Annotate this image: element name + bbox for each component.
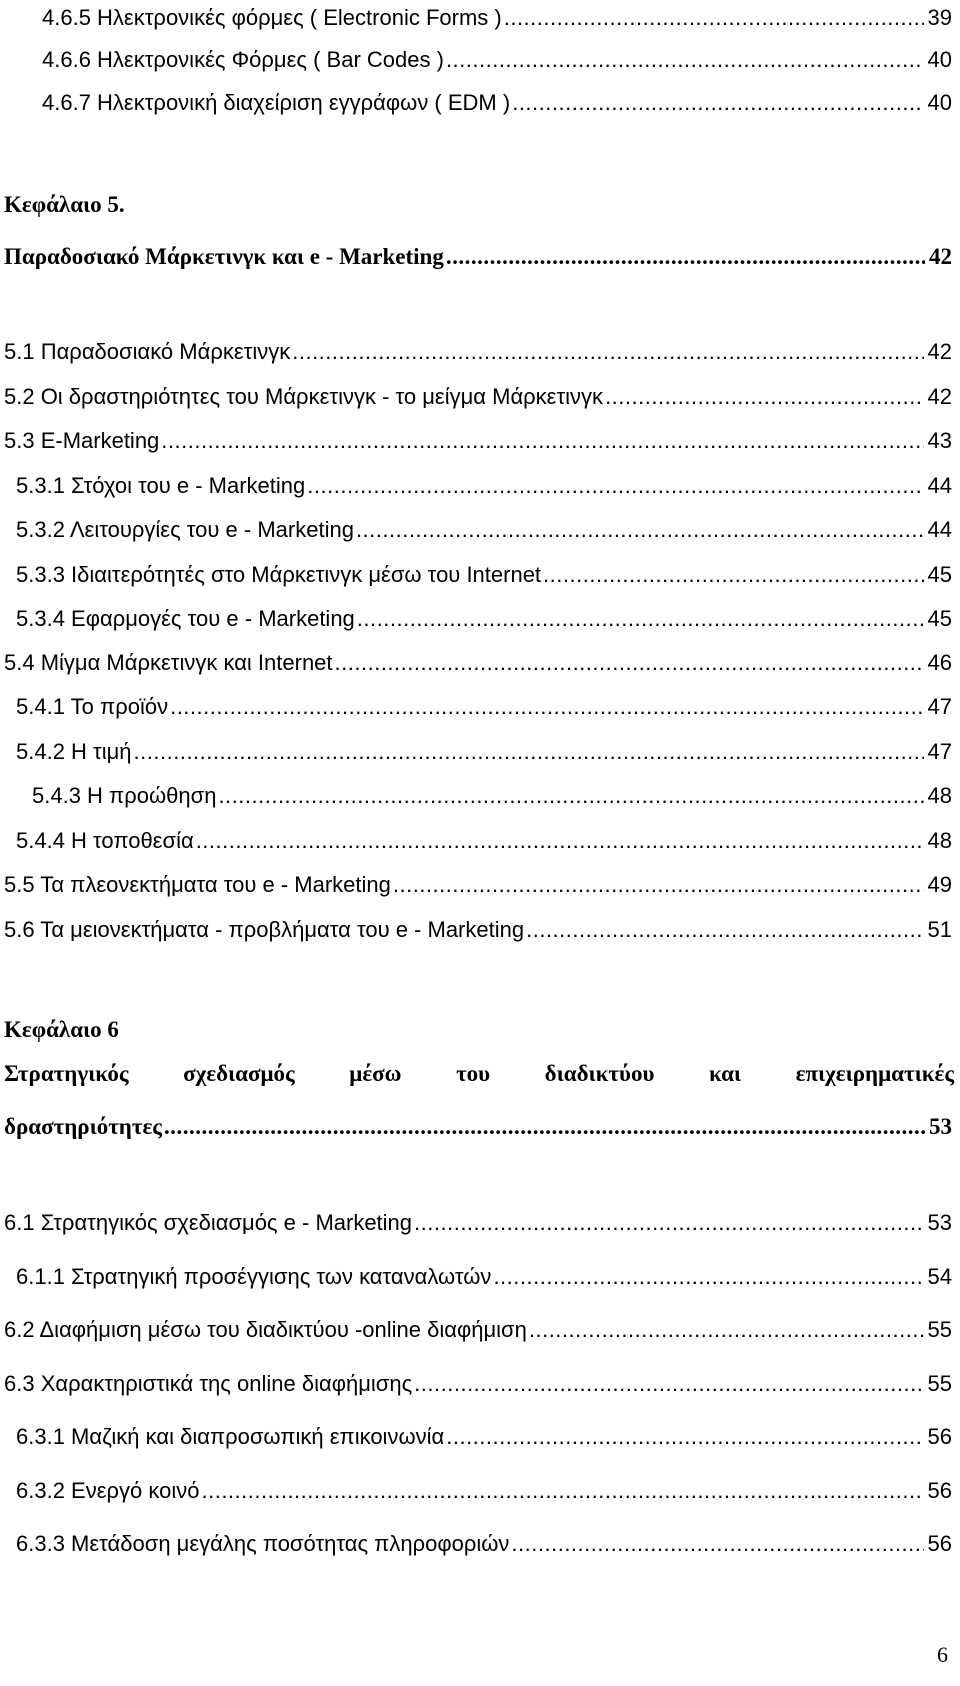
toc-entry <box>0 77 960 117</box>
dot-leader <box>134 738 924 766</box>
toc-entry-label: 6.1 Στρατηγικός σχεδιασμός e - Marketing <box>4 1210 413 1235</box>
chapter-6-title-line2: δραστηριότητες <box>4 1114 162 1139</box>
chapter-5-heading: Κεφάλαιο 5. <box>4 192 125 217</box>
dot-leader <box>164 1113 925 1141</box>
toc-entry <box>0 770 960 810</box>
toc-entry-page: 47 <box>927 739 952 764</box>
toc-entry <box>0 549 960 589</box>
toc-entry <box>0 681 960 721</box>
dot-leader <box>196 827 924 855</box>
dot-leader <box>605 383 923 411</box>
toc-entry-page: 53 <box>927 1210 952 1235</box>
dot-leader <box>446 1423 923 1451</box>
toc-entry-label: 5.4.3 Η προώθηση <box>32 783 217 808</box>
toc-entry-page: 42 <box>927 384 952 409</box>
toc-entry <box>0 593 960 633</box>
chapter-6-title-word: επιχειρηματικές <box>795 1061 955 1086</box>
toc-entry-page: 49 <box>927 872 952 897</box>
dot-leader <box>446 243 925 271</box>
toc-entry-label: 6.2 Διαφήμιση μέσω του διαδικτύου -online διαφήμιση <box>4 1317 527 1342</box>
toc-entry <box>0 1465 960 1505</box>
toc-entry <box>0 0 960 32</box>
toc-entry-page: 42 <box>927 339 952 364</box>
toc-entry <box>0 1358 960 1398</box>
toc-entry-page: 45 <box>927 606 952 631</box>
chapter-6-title-word: και <box>708 1061 742 1086</box>
toc-entry-page: 40 <box>927 47 952 72</box>
dot-leader <box>170 693 923 721</box>
toc-entry-label: 5.3.3 Ιδιαιτερότητές στο Μάρκετινγκ μέσω του Internet <box>16 562 542 587</box>
toc-entry <box>0 1411 960 1451</box>
dot-leader <box>292 338 923 366</box>
toc-entry-page: 46 <box>927 650 952 675</box>
chapter-6-title-line1 <box>4 1060 954 1088</box>
toc-entry-page: 54 <box>927 1264 952 1289</box>
dot-leader <box>218 782 923 810</box>
dot-leader <box>307 472 923 500</box>
toc-entry <box>0 504 960 544</box>
toc-entry-page: 51 <box>927 917 952 942</box>
toc-entry-label: 5.3.2 Λειτουργίες του e - Marketing <box>16 517 354 542</box>
toc-entry-label: 5.4.4 Η τοποθεσία <box>16 828 194 853</box>
toc-entry <box>0 637 960 677</box>
dot-leader <box>529 1316 924 1344</box>
toc-entry-page: 44 <box>927 473 952 498</box>
chapter-5-title-page: 42 <box>929 244 952 269</box>
toc-entry-label: 6.1.1 Στρατηγική προσέγγισης των καταναλωτών <box>16 1264 492 1289</box>
toc-entry-label: 5.5 Τα πλεονεκτήματα του e - Marketing <box>4 872 391 897</box>
toc-entry-page: 55 <box>927 1317 952 1342</box>
dot-leader <box>512 89 923 117</box>
chapter-5-title-entry <box>0 231 960 271</box>
toc-entry-label: 5.4.2 Η τιμή <box>16 739 132 764</box>
chapter-6-title-word: Στρατηγικός <box>4 1061 129 1086</box>
toc-entry <box>0 859 960 899</box>
chapter-6-title-entry <box>0 1101 960 1141</box>
toc-entry-page: 43 <box>927 428 952 453</box>
toc-entry <box>0 904 960 944</box>
toc-entry-label: 6.3 Χαρακτηριστικά της online διαφήμισης <box>4 1371 413 1396</box>
dot-leader <box>543 561 923 589</box>
dot-leader <box>335 649 924 677</box>
toc-entry <box>0 1518 960 1558</box>
toc-entry <box>0 1251 960 1291</box>
dot-leader <box>504 4 924 32</box>
dot-leader <box>357 605 924 633</box>
dot-leader <box>161 427 923 455</box>
chapter-6-title-page: 53 <box>929 1114 952 1139</box>
dot-leader <box>414 1209 923 1237</box>
chapter-5-title: Παραδοσιακό Μάρκετινγκ και e - Marketing <box>4 244 444 269</box>
toc-entry-label: 5.3.1 Στόχοι του e - Marketing <box>16 473 306 498</box>
chapter-6-title-word: μέσω <box>349 1061 402 1086</box>
toc-entry-page: 48 <box>927 783 952 808</box>
toc-entry-label: 5.4.1 Το προϊόν <box>16 694 169 719</box>
toc-entry <box>0 726 960 766</box>
chapter-6-title-word: του <box>456 1061 491 1086</box>
dot-leader <box>511 1530 923 1558</box>
toc-entry-label: 6.3.1 Μαζική και διαπροσωπική επικοινωνία <box>16 1424 445 1449</box>
toc-entry-label: 4.6.5 Ηλεκτρονικές φόρμες ( Electronic Forms ) <box>42 5 502 30</box>
dot-leader <box>393 871 924 899</box>
toc-entry <box>0 1304 960 1344</box>
dot-leader <box>526 916 923 944</box>
toc-entry-label: 5.3 E-Marketing <box>4 428 160 453</box>
toc-entry-label: 4.6.6 Ηλεκτρονικές Φόρμες ( Bar Codes ) <box>42 47 444 72</box>
toc-entry-page: 48 <box>927 828 952 853</box>
toc-entry <box>0 460 960 500</box>
page-number: 6 <box>937 1642 948 1667</box>
toc-entry <box>0 326 960 366</box>
dot-leader <box>201 1477 923 1505</box>
toc-entry-page: 55 <box>927 1371 952 1396</box>
toc-entry-label: 5.2 Οι δραστηριότητες του Μάρκετινγκ - το μείγμα Μάρκετινγκ <box>4 384 604 409</box>
chapter-6-title-word: διαδικτύου <box>544 1061 655 1086</box>
toc-entry <box>0 815 960 855</box>
toc-entry-label: 6.3.3 Μετάδοση μεγάλης ποσότητας πληροφοριών <box>16 1531 510 1556</box>
toc-entry-page: 44 <box>927 517 952 542</box>
toc-entry <box>0 34 960 74</box>
dot-leader <box>446 46 924 74</box>
toc-entry-page: 56 <box>927 1531 952 1556</box>
chapter-6-title-word: σχεδιασμός <box>183 1061 295 1086</box>
toc-entry <box>0 415 960 455</box>
toc-entry-label: 5.1 Παραδοσιακό Μάρκετινγκ <box>4 339 291 364</box>
toc-entry-page: 56 <box>927 1424 952 1449</box>
toc-entry-label: 6.3.2 Ενεργό κοινό <box>16 1478 200 1503</box>
dot-leader <box>493 1263 923 1291</box>
chapter-6-heading: Κεφάλαιο 6 <box>4 1017 119 1042</box>
toc-entry <box>0 1197 960 1237</box>
toc-entry-label: 5.3.4 Εφαρμογές του e - Marketing <box>16 606 355 631</box>
toc-entry-page: 47 <box>927 694 952 719</box>
toc-entry-label: 5.6 Τα μειονεκτήματα - προβλήματα του e - Marketing <box>4 917 525 942</box>
toc-entry-label: 5.4 Μίγμα Μάρκετινγκ και Internet <box>4 650 333 675</box>
dot-leader <box>356 516 924 544</box>
toc-entry-page: 56 <box>927 1478 952 1503</box>
dot-leader <box>414 1370 923 1398</box>
toc-entry-page: 39 <box>927 5 952 30</box>
toc-entry-page: 45 <box>927 562 952 587</box>
toc-entry <box>0 371 960 411</box>
toc-entry-label: 4.6.7 Ηλεκτρονική διαχείριση εγγράφων ( EDM ) <box>42 90 511 115</box>
toc-entry-page: 40 <box>927 90 952 115</box>
